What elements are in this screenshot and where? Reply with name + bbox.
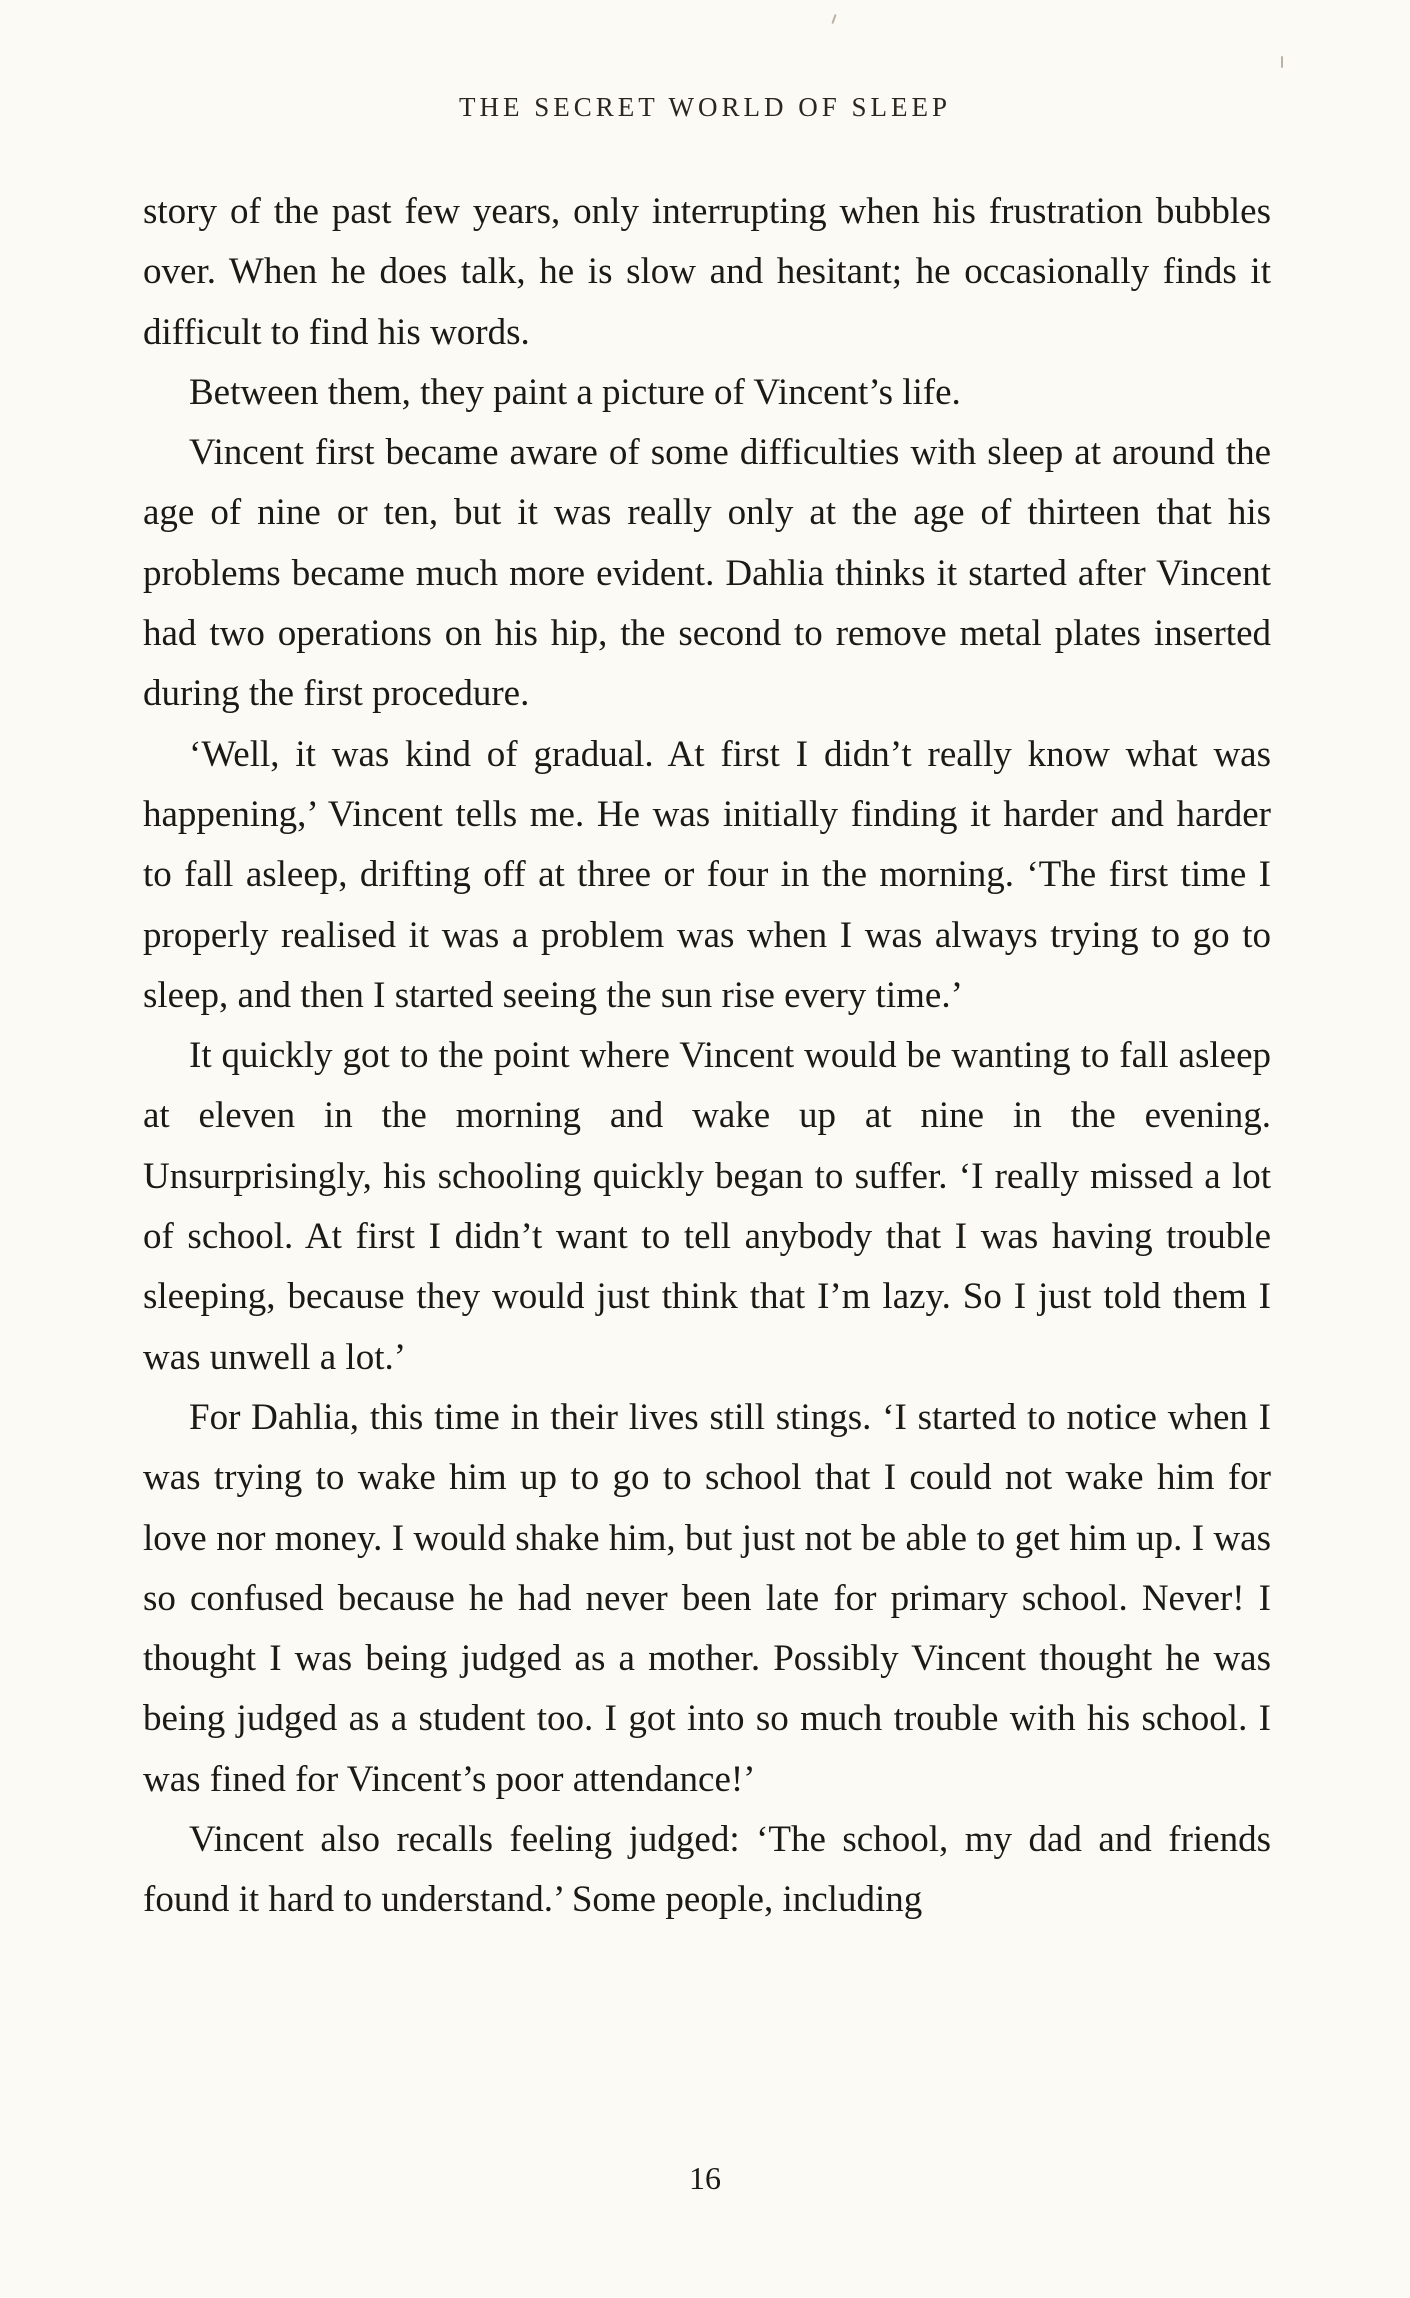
scan-mark	[1281, 56, 1283, 68]
body-text	[143, 182, 1271, 1931]
paragraph: For Dahlia, this time in their lives still stings. ‘I started to notice when I was trying to wake him up to go to school that I could not wake him for love nor money. I would shake him, but just not be able to get him up. I was so confused because he had never been late for primary school. Never! I thought I was being judged as a mother. Possibly Vincent thought he was being judged as a student too. I got into so much trouble with his school. I was fined for Vincent’s poor attendance!’	[143, 1396, 1271, 1800]
paragraph: Vincent first became aware of some difficulties with sleep at around the age of nine or ten, but it was really only at the age of thirteen that his problems became much more evident. Dahlia thinks it started after Vincent had two operations on his hip, the second to remove metal plates inserted during the first procedure.	[143, 432, 1271, 715]
paragraph: Vincent also recalls feeling judged: ‘The school, my dad and friends found it hard to understand.’ Some people, including	[143, 1819, 1271, 1921]
paragraph: It quickly got to the point where Vincent would be wanting to fall asleep at eleven in the morning and wake up at nine in the evening. Unsurprisingly, his schooling quickly began to suffer. ‘I really missed a lot of school. At first I didn’t want to tell anybody that I was having trouble sleeping, because they would just think that I’m lazy. So I just told them I was unwell a lot.’	[143, 1035, 1271, 1378]
scan-mark	[831, 14, 836, 24]
running-head: THE SECRET WORLD OF SLEEP	[458, 92, 952, 122]
paragraph: story of the past few years, only interrupting when his frustration bubbles over. When he does talk, he is slow and hesitant; he occasionally finds it difficult to find his words.	[143, 191, 1271, 353]
page-number: 16	[689, 2160, 721, 2196]
paragraph: ‘Well, it was kind of gradual. At first I didn’t really know what was happening,’ Vincent tells me. He was initially finding it harder and harder to fall asleep, drifting off at three or four in the morning. ‘The first time I properly realised it was a problem was when I was always trying to go to sleep, and then I started seeing the sun rise every time.’	[143, 733, 1271, 1016]
paragraph: Between them, they paint a picture of Vincent’s life.	[189, 371, 961, 413]
